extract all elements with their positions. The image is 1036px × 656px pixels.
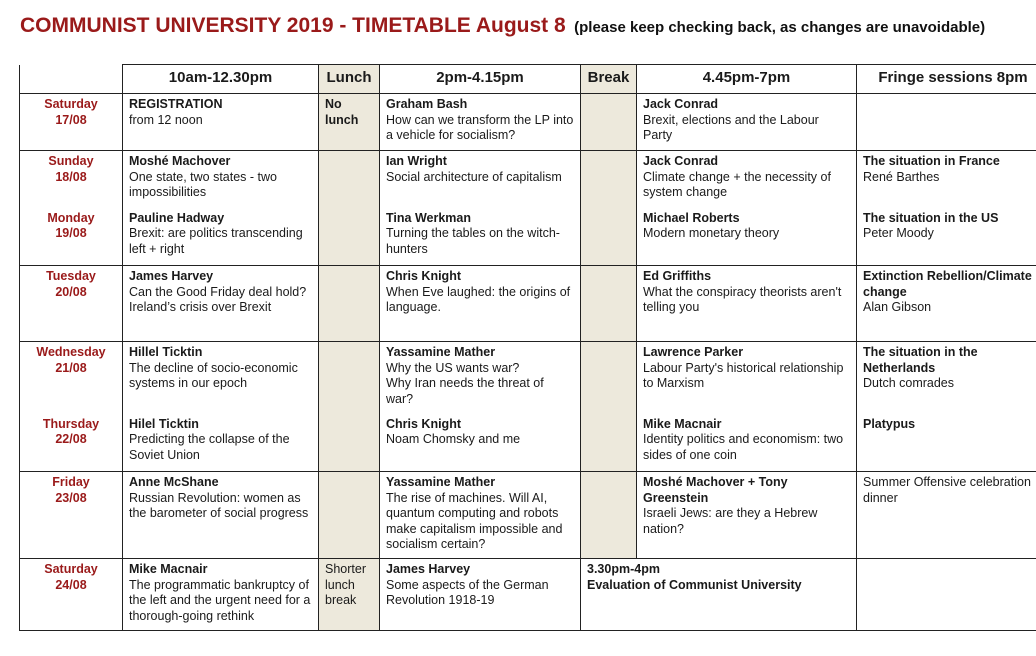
timetable-title: COMMUNIST UNIVERSITY 2019 - TIMETABLE August 8	[20, 14, 566, 37]
session-title: Turning the tables on the witch-hunters	[386, 226, 560, 256]
afternoon-cell	[380, 208, 581, 266]
session-speaker: Yassamine Mather	[386, 475, 496, 489]
break-cell	[581, 266, 637, 342]
afternoon-cell	[380, 94, 581, 151]
fringe-speaker: Alan Gibson	[863, 300, 932, 314]
fringe-speaker: Summer Offensive celebration dinner	[863, 475, 1031, 505]
table-row	[20, 414, 1036, 472]
break-cell	[581, 151, 637, 208]
lunch-note: No lunch	[325, 97, 359, 127]
day-name: Thursday	[42, 416, 100, 431]
session-title: One state, two states - two impossibilities	[129, 169, 277, 199]
day-cell	[20, 342, 123, 414]
session-title: Climate change + the necessity of system change	[643, 169, 831, 199]
day-date: 19/08	[55, 226, 87, 240]
morning-cell	[123, 342, 319, 414]
lunch-cell	[319, 414, 380, 472]
fringe-cell	[857, 559, 1036, 631]
session-speaker: Anne McShane	[129, 475, 219, 489]
day-date: 23/08	[55, 490, 87, 505]
session-title: Some aspects of the German Revolution 1918-19	[386, 577, 549, 607]
table-row	[20, 208, 1036, 266]
day-name: Friday	[52, 475, 90, 489]
day-cell	[20, 414, 123, 472]
table-row	[20, 472, 1036, 559]
fringe-cell	[857, 208, 1036, 266]
fringe-title: The situation in the Netherlands	[863, 345, 978, 375]
day-name: Tuesday	[46, 269, 96, 283]
morning-cell	[123, 266, 319, 342]
break-cell	[581, 414, 637, 472]
day-name: Wednesday	[36, 345, 106, 359]
fringe-cell	[857, 94, 1036, 151]
page-title	[20, 14, 985, 38]
session-title: Modern monetary theory	[643, 226, 780, 240]
session-speaker: Ian Wright	[386, 154, 447, 168]
day-cell	[20, 94, 123, 151]
fringe-cell	[857, 266, 1036, 342]
session-title: Brexit: are politics transcending left + right	[129, 226, 303, 256]
session-title: Israeli Jews: are they a Hebrew nation?	[643, 506, 818, 536]
day-name: Sunday	[48, 154, 94, 168]
evaluation-title: Evaluation of Communist University	[587, 577, 802, 592]
evening-cell	[637, 414, 857, 472]
session-title: Russian Revolution: women as the barometer of social progress	[129, 490, 309, 520]
session-speaker: Yassamine Mather	[386, 345, 496, 359]
session-speaker: Jack Conrad	[643, 154, 719, 168]
day-cell	[20, 266, 123, 342]
break-cell	[581, 342, 637, 414]
session-speaker: James Harvey	[386, 562, 471, 576]
header-evening: 4.45pm-7pm	[637, 65, 857, 94]
break-cell	[581, 472, 637, 559]
morning-cell	[123, 151, 319, 208]
morning-cell	[123, 414, 319, 472]
session-speaker: Hilel Ticktin	[129, 416, 199, 431]
fringe-speaker: Peter Moody	[863, 226, 934, 240]
session-title: Social architecture of capitalism	[386, 169, 562, 184]
day-date: 22/08	[55, 432, 87, 446]
day-cell	[20, 559, 123, 631]
header-fringe: Fringe sessions 8pm	[857, 65, 1036, 94]
session-title: Noam Chomsky and me	[386, 432, 521, 446]
session-speaker: Mike Macnair	[643, 416, 722, 431]
fringe-title: Platypus	[863, 416, 916, 431]
session-title: Why the US wants war?	[386, 360, 520, 375]
afternoon-cell	[380, 472, 581, 559]
day-name: Saturday	[44, 97, 98, 111]
lunch-cell	[319, 94, 380, 151]
fringe-cell	[857, 342, 1036, 414]
lunch-cell	[319, 266, 380, 342]
evening-cell	[637, 266, 857, 342]
lunch-cell	[319, 559, 380, 631]
lunch-cell	[319, 151, 380, 208]
morning-cell	[123, 559, 319, 631]
session-title: When Eve laughed: the origins of language.	[386, 284, 571, 314]
day-date: 20/08	[55, 284, 87, 299]
session-speaker: REGISTRATION	[129, 97, 223, 111]
table-row	[20, 151, 1036, 208]
day-name: Saturday	[44, 562, 98, 576]
evening-cell	[637, 342, 857, 414]
header-lunch: Lunch	[319, 65, 380, 94]
session-title: Brexit, elections and the Labour Party	[643, 112, 819, 142]
afternoon-cell	[380, 266, 581, 342]
session-speaker: Moshé Machover + Tony Greenstein	[643, 475, 788, 505]
table-row	[20, 266, 1036, 342]
break-cell	[581, 94, 637, 151]
fringe-speaker: Dutch comrades	[863, 376, 955, 390]
day-cell	[20, 151, 123, 208]
fringe-title: The situation in France	[863, 154, 1000, 168]
day-cell	[20, 208, 123, 266]
timetable-note: (please keep checking back, as changes are unavoidable)	[574, 19, 986, 36]
lunch-cell	[319, 208, 380, 266]
session-title: Predicting the collapse of the Soviet Union	[129, 432, 290, 462]
session-title: The programmatic bankruptcy of the left and the urgent need for a thorough-going rethink	[129, 577, 311, 623]
day-date: 21/08	[55, 360, 87, 375]
session-title: The decline of socio-economic systems in our epoch	[129, 360, 298, 390]
day-date: 24/08	[55, 577, 87, 592]
session-speaker: Michael Roberts	[643, 210, 740, 225]
day-date: 17/08	[55, 112, 87, 127]
fringe-title: Extinction Rebellion/Climate change	[863, 269, 1032, 299]
session-speaker: Graham Bash	[386, 97, 468, 111]
session-title: How can we transform the LP into a vehicle for socialism?	[386, 112, 574, 142]
session-speaker: Hillel Ticktin	[129, 345, 203, 359]
table-row	[20, 94, 1036, 151]
session-speaker: Pauline Hadway	[129, 210, 225, 225]
header-morning: 10am-12.30pm	[123, 65, 319, 94]
session-speaker: Tina Werkman	[386, 210, 471, 225]
evening-cell	[637, 208, 857, 266]
header-break: Break	[581, 65, 637, 94]
break-cell	[581, 208, 637, 266]
table-row	[20, 559, 1036, 631]
table-row	[20, 342, 1036, 414]
afternoon-cell	[380, 559, 581, 631]
evening-cell	[637, 151, 857, 208]
session-speaker: Mike Macnair	[129, 562, 208, 576]
day-date: 18/08	[55, 169, 87, 184]
fringe-cell	[857, 414, 1036, 472]
timetable-table	[19, 64, 1036, 631]
morning-cell	[123, 94, 319, 151]
session-speaker: James Harvey	[129, 269, 214, 283]
lunch-cell	[319, 472, 380, 559]
lunch-cell	[319, 342, 380, 414]
session-title: Labour Party's historical relationship to Marxism	[643, 360, 844, 390]
fringe-title: The situation in the US	[863, 210, 999, 225]
morning-cell	[123, 472, 319, 559]
session-speaker: Chris Knight	[386, 416, 461, 431]
session-speaker: Lawrence Parker	[643, 345, 744, 359]
evening-cell	[637, 94, 857, 151]
afternoon-cell	[380, 342, 581, 414]
session-speaker: Moshé Machover	[129, 154, 231, 168]
afternoon-cell	[380, 151, 581, 208]
evaluation-time: 3.30pm-4pm	[587, 562, 660, 576]
header-day	[20, 65, 123, 94]
session-speaker: Ed Griffiths	[643, 269, 712, 283]
afternoon-cell	[380, 414, 581, 472]
lunch-note: Shorter lunch break	[325, 562, 366, 607]
day-cell	[20, 472, 123, 559]
header-afternoon: 2pm-4.15pm	[380, 65, 581, 94]
morning-cell	[123, 208, 319, 266]
fringe-speaker: René Barthes	[863, 169, 940, 184]
fringe-cell	[857, 472, 1036, 559]
session-title: from 12 noon	[129, 112, 203, 127]
session-title: What the conspiracy theorists aren't telling you	[643, 284, 842, 314]
session-speaker: Chris Knight	[386, 269, 461, 283]
evaluation-cell	[581, 559, 857, 631]
day-name: Monday	[47, 210, 95, 225]
session-title-second: Why Iran needs the threat of war?	[386, 376, 544, 406]
header-row	[20, 65, 1036, 94]
session-title: Can the Good Friday deal hold? Ireland’s crisis over Brexit	[129, 284, 307, 314]
session-title: Identity politics and economism: two sides of one coin	[643, 432, 844, 462]
session-title: The rise of machines. Will AI, quantum computing and robots make capitalism impossible and socialism certain?	[386, 490, 563, 551]
fringe-cell	[857, 151, 1036, 208]
session-speaker: Jack Conrad	[643, 97, 719, 111]
evening-cell	[637, 472, 857, 559]
